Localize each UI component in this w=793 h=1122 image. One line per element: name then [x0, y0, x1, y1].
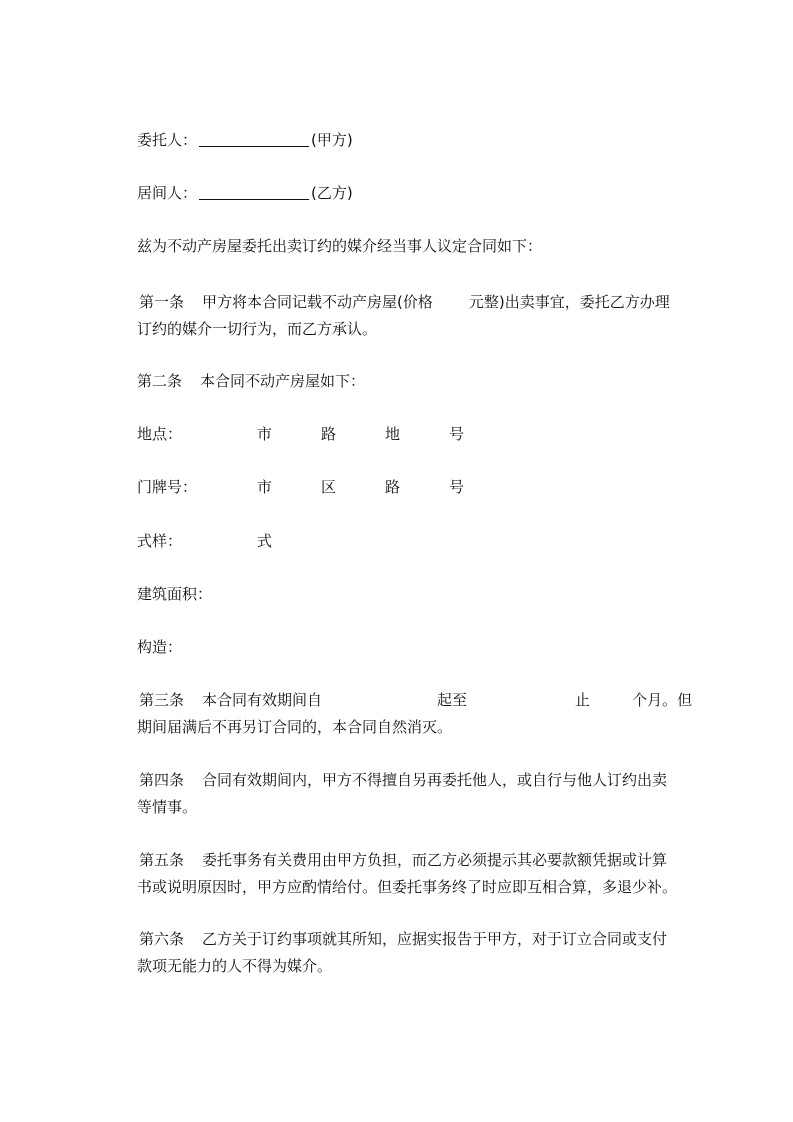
article-5 — [137, 850, 703, 897]
article-6 — [137, 929, 703, 976]
entrustor-label: 委托人： — [137, 131, 198, 149]
article-4 — [137, 770, 703, 817]
broker-suffix: (乙方) — [311, 184, 353, 202]
entrustor-suffix: (甲方) — [311, 131, 353, 149]
construct-label: 构造： — [137, 638, 183, 656]
entrustor-blank[interactable] — [199, 132, 309, 147]
article-3-from: 本合同有效期间自 — [202, 691, 323, 709]
article-2 — [137, 371, 365, 391]
style-type: 式 — [257, 532, 273, 550]
area-label: 建筑面积： — [137, 585, 213, 603]
article-4-head: 第四条 — [139, 771, 185, 789]
style-row — [137, 531, 537, 551]
article-6-text-a: 乙方关于订约事项就其所知，应据实报告于甲方，对于订立合同或支付 — [202, 930, 668, 948]
location-label: 地点： — [137, 425, 183, 443]
article-4-text-a: 合同有效期间内，甲方不得擅自另再委托他人，或自行与他人订约出卖 — [202, 771, 668, 789]
location-road: 路 — [321, 425, 337, 443]
article-2-text: 本合同不动产房屋如下： — [200, 372, 366, 390]
article-1-text-c: 订约的媒介一切行为，而乙方承认。 — [137, 320, 378, 338]
article-2-head: 第二条 — [137, 372, 183, 390]
article-3-months: 个月。但 — [632, 691, 693, 709]
article-1 — [137, 292, 703, 339]
door-row — [137, 477, 537, 497]
article-1-head: 第一条 — [139, 293, 185, 311]
door-city: 市 — [257, 478, 273, 496]
article-6-head: 第六条 — [139, 930, 185, 948]
article-5-text-a: 委托事务有关费用由甲方负担，而乙方必须提示其必要款额凭据或计算 — [202, 851, 668, 869]
article-3-text: 期间届满后不再另订合同的，本合同自然消灭。 — [137, 718, 453, 736]
article-3-head: 第三条 — [139, 691, 185, 709]
location-number: 号 — [449, 425, 465, 443]
door-district: 区 — [321, 478, 337, 496]
article-3-end: 止 — [575, 691, 591, 709]
broker-line — [137, 183, 353, 203]
door-label: 门牌号： — [137, 478, 198, 496]
location-city: 市 — [257, 425, 273, 443]
article-1-text-a: 甲方将本合同记载不动产房屋(价格 — [202, 293, 433, 311]
style-label: 式样： — [137, 532, 183, 550]
door-number: 号 — [449, 478, 465, 496]
article-4-text-b: 等情事。 — [137, 798, 198, 816]
article-3-to: 起至 — [437, 691, 468, 709]
entrustor-line — [137, 130, 353, 150]
article-5-text-b: 书或说明原因时，甲方应酌情给付。但委托事务终了时应即互相合算，多退少补。 — [137, 878, 678, 896]
door-road: 路 — [385, 478, 401, 496]
broker-label: 居间人： — [137, 184, 198, 202]
location-row — [137, 424, 537, 444]
location-land: 地 — [385, 425, 401, 443]
article-3 — [137, 690, 703, 737]
article-6-text-b: 款项无能力的人不得为媒介。 — [137, 957, 333, 975]
intro-text: 兹为不动产房屋委托出卖订约的媒介经当事人议定合同如下： — [137, 237, 543, 255]
article-5-head: 第五条 — [139, 851, 185, 869]
broker-blank[interactable] — [199, 185, 309, 200]
article-1-text-b: 元整)出卖事宜，委托乙方办理 — [468, 293, 670, 311]
